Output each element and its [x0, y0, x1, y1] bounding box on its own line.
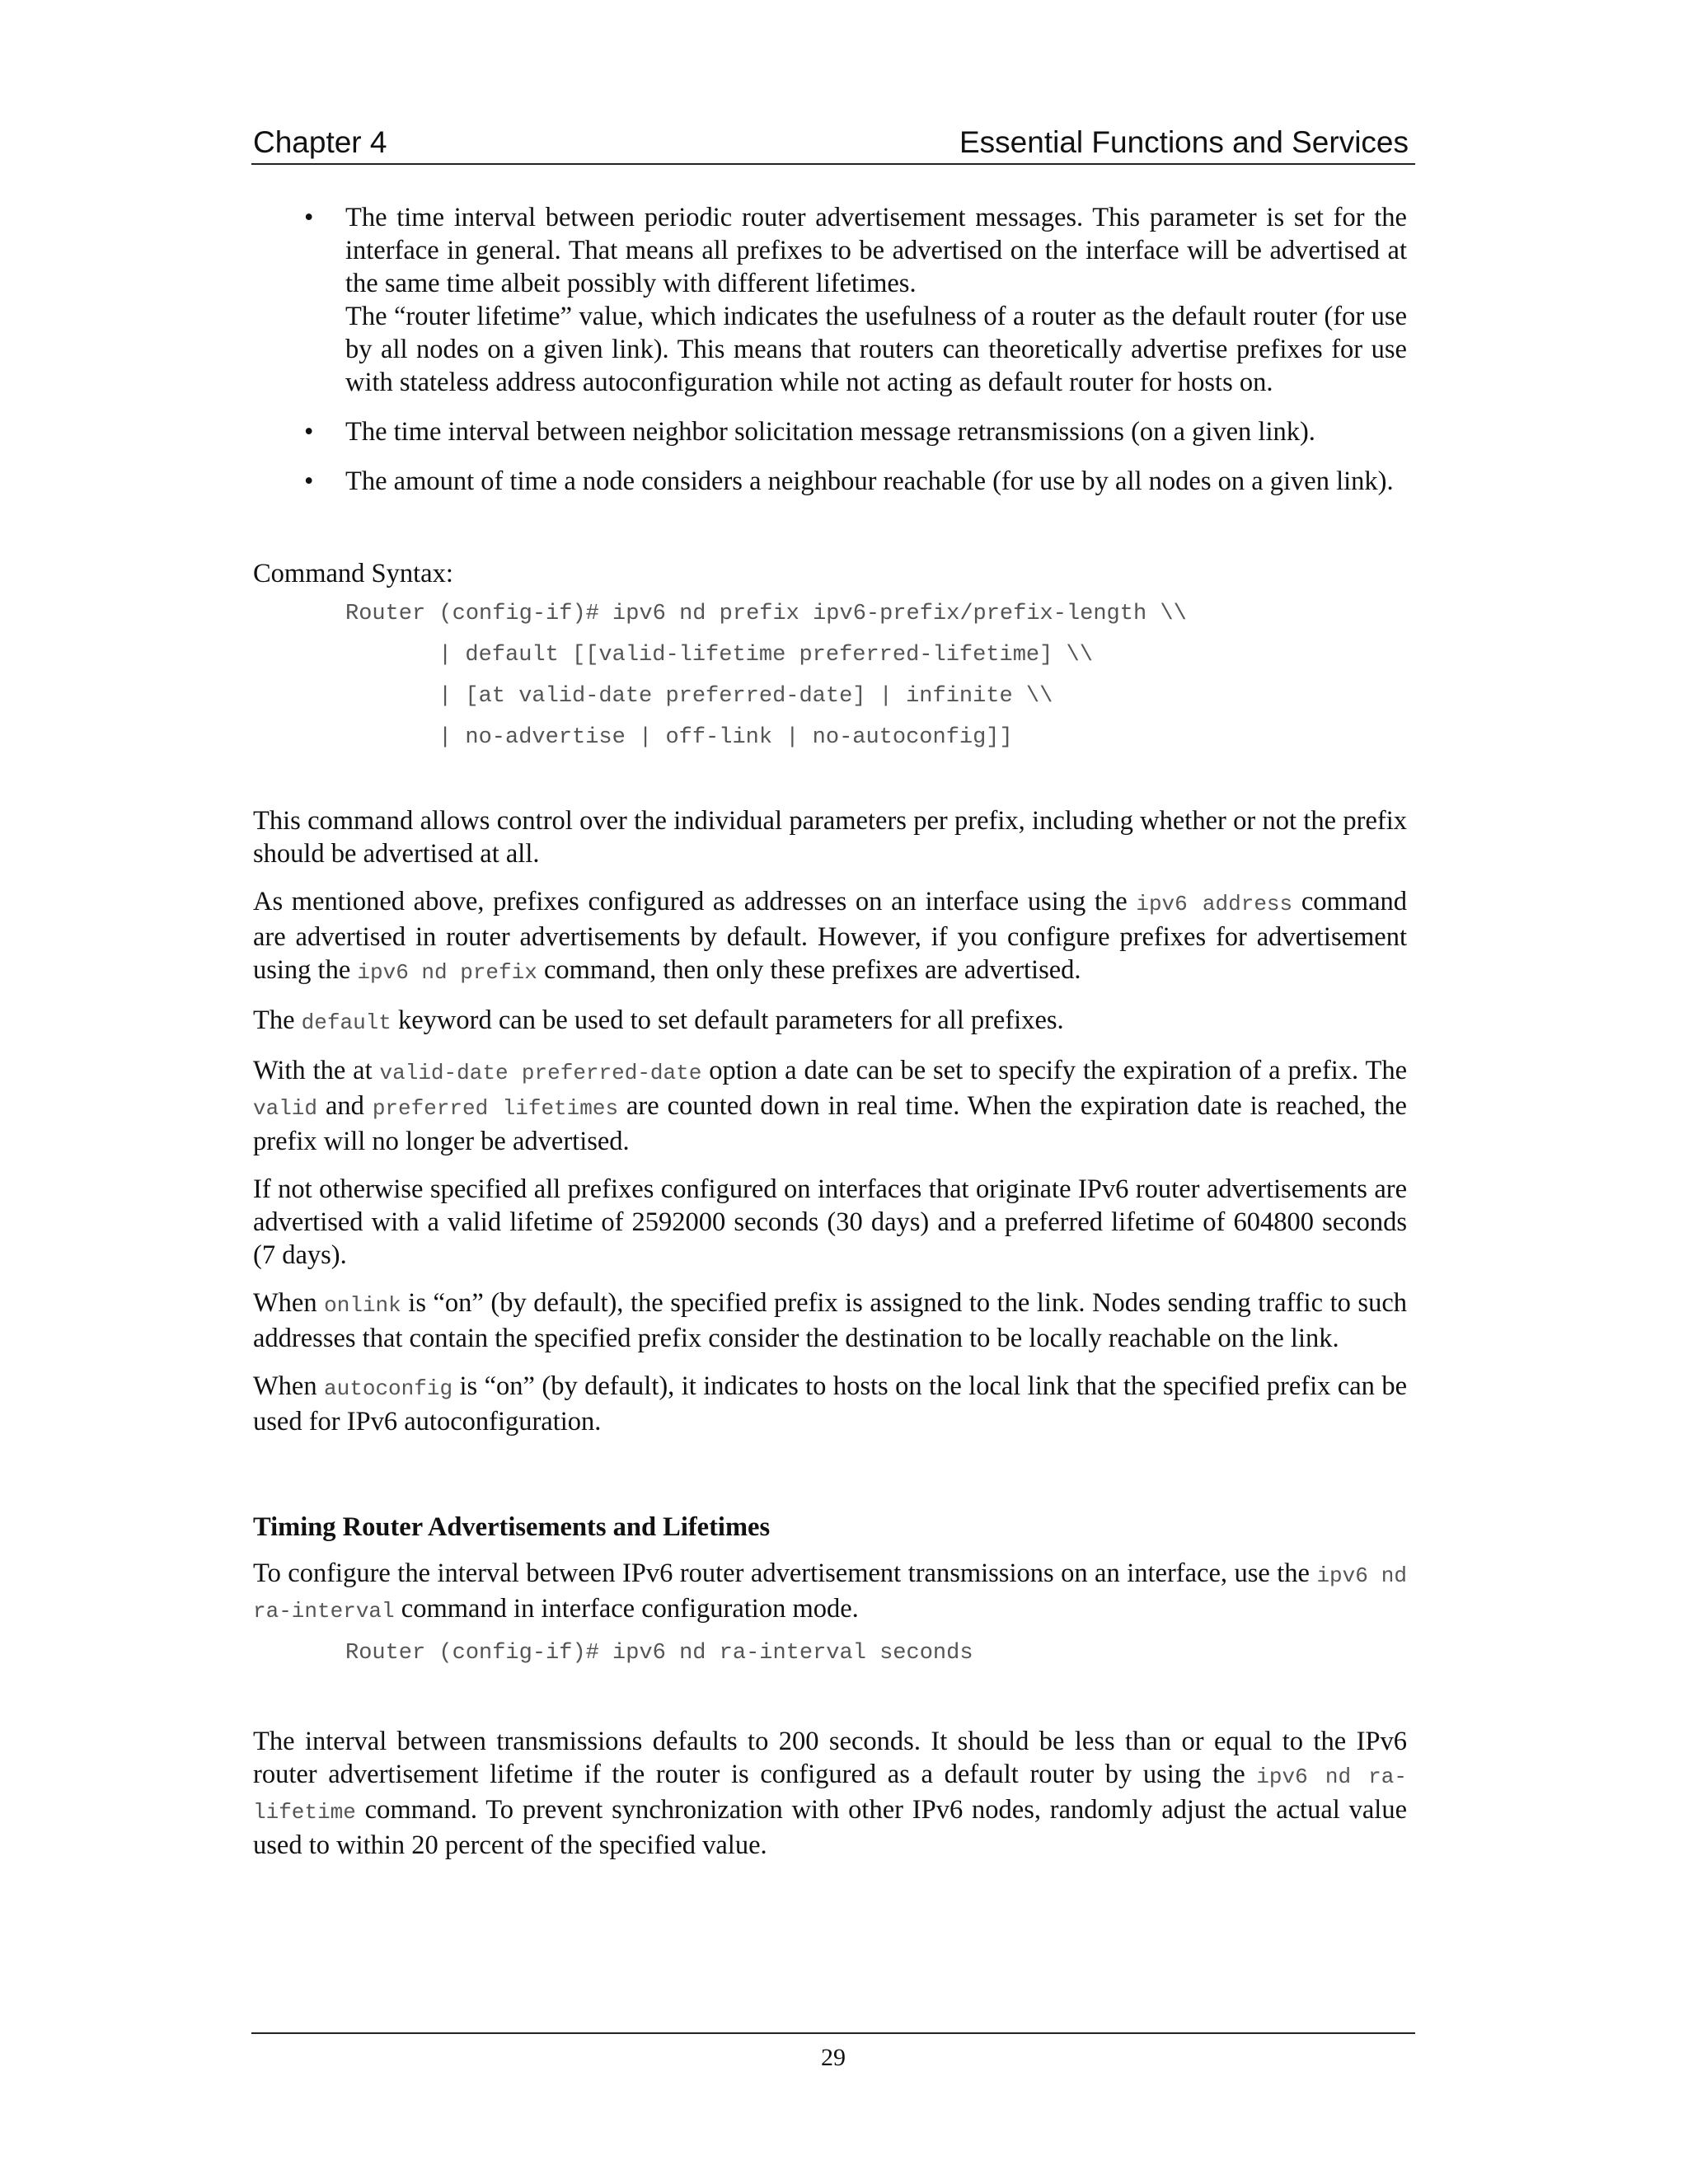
list-item — [253, 201, 1407, 399]
bullet-text: The time interval between neighbor solicitation message retransmissions (on a given link). — [345, 417, 1315, 447]
inline-code: onlink — [324, 1293, 401, 1318]
command-syntax-block — [253, 593, 1407, 758]
inline-code: ipv6 nd ra-interval — [253, 1563, 1408, 1624]
paragraph: With the at valid-date preferred-date option a date can be set to specify the expiration of a prefix. The valid and preferred lifetimes are counted down in real time. When the expiration date is reached, the prefix will no longer be advertised. — [253, 1056, 1408, 1156]
paragraph: When autoconfig is “on” (by default), it indicates to hosts on the local link that the specified prefix can be used for IPv6 autoconfiguration. — [253, 1371, 1407, 1436]
code-line: Router (config-if)# ipv6 nd ra-interval seconds — [345, 1641, 973, 1666]
chapter-label: Chapter 4 — [253, 125, 387, 159]
command-syntax-block — [253, 1633, 1407, 1674]
inline-code: default — [301, 1010, 392, 1035]
page-header — [251, 122, 1415, 165]
paragraph: This command allows control over the individual parameters per prefix, including whether or not the prefix should be advertised at all. — [253, 806, 1407, 869]
inline-code: valid-date preferred-date — [379, 1061, 702, 1085]
page-body — [253, 201, 1407, 1877]
inline-code: preferred lifetimes — [372, 1096, 619, 1121]
code-line: | no-advertise | off-link | no-autoconfig]] — [438, 725, 1013, 750]
code-line: | default [[valid-lifetime preferred-lifetime] \\ — [438, 643, 1093, 668]
page-footer — [251, 2032, 1415, 2072]
inline-code: ipv6 nd ra-lifetime — [253, 1765, 1407, 1825]
inline-code: valid — [253, 1096, 318, 1121]
page-number: 29 — [821, 2044, 846, 2071]
list-item — [253, 465, 1407, 498]
paragraph: When onlink is “on” (by default), the specified prefix is assigned to the link. Nodes sending traffic to such addresses that contain the specified prefix consider the destination to be locally reachable on the link. — [253, 1288, 1407, 1353]
paragraph: The interval between transmissions defaults to 200 seconds. It should be less than or equal to the IPv6 router advertisement lifetime if the router is configured as a default router by using the ipv6 nd ra-lifetime command. To prevent synchronization with other IPv6 nodes, randomly adjust the actual value used to within 20 percent of the specified value. — [253, 1727, 1407, 1860]
bullet-text: The “router lifetime” value, which indicates the usefulness of a router as the default router (for use by all nodes on a given link). This means that routers can theoretically advertise prefixes for use with stateless address autoconfiguration while not acting as default router for hosts on. — [345, 302, 1407, 397]
chapter-title: Essential Functions and Services — [959, 125, 1409, 159]
bullet-icon: • — [304, 417, 314, 447]
paragraph: As mentioned above, prefixes configured as addresses on an interface using the ipv6 address command are advertised in router advertisements by default. However, if you configure prefixes for advertisement using the ipv6 nd prefix command, then only these prefixes are advertised. — [253, 887, 1407, 985]
paragraph: To configure the interval between IPv6 router advertisement transmissions on an interface, use the ipv6 nd ra-interval command in interface configuration mode. — [253, 1558, 1408, 1624]
code-line: | [at valid-date preferred-date] | infinite \\ — [438, 684, 1053, 709]
paragraph: If not otherwise specified all prefixes configured on interfaces that originate IPv6 router advertisements are advertised with a valid lifetime of 2592000 seconds (30 days) and a preferred lifetime of 604800 seconds (7 days). — [253, 1174, 1407, 1270]
inline-code: ipv6 nd prefix — [357, 960, 537, 985]
inline-code: autoconfig — [324, 1376, 453, 1401]
bullet-text: The time interval between periodic router advertisement messages. This parameter is set for the interface in general. That means all prefixes to be advertised on the interface will be advertised at the same time albeit possibly with different lifetimes. — [345, 203, 1407, 298]
syntax-label: Command Syntax: — [253, 559, 453, 588]
code-line: Router (config-if)# ipv6 nd prefix ipv6-prefix/prefix-length \\ — [345, 602, 1187, 626]
bullet-icon: • — [304, 203, 314, 232]
parameter-list — [253, 201, 1407, 498]
inline-code: ipv6 address — [1136, 892, 1293, 916]
bullet-icon: • — [304, 466, 314, 496]
paragraph: The default keyword can be used to set default parameters for all prefixes. — [253, 1005, 1064, 1035]
list-item — [253, 415, 1407, 448]
bullet-text: The amount of time a node considers a neighbour reachable (for use by all nodes on a given link). — [345, 466, 1394, 496]
section-heading: Timing Router Advertisements and Lifetimes — [253, 1512, 771, 1542]
